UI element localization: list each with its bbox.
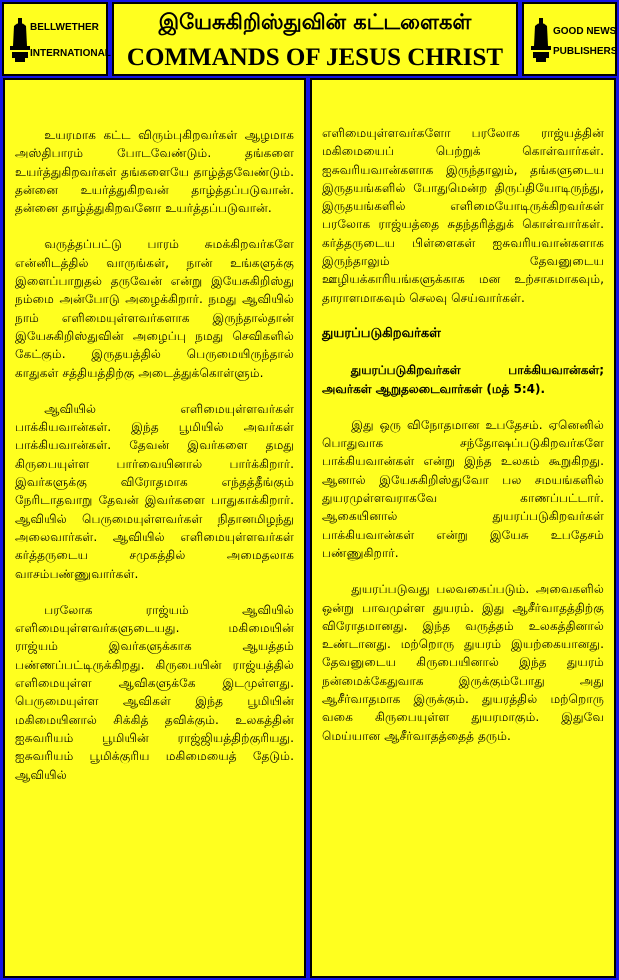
paragraph: பரலோக ராஜ்யம் ஆவியில் எளிமையுள்ளவர்களுடையது. மகிமையின் ராஜ்யம் இவர்களுக்காக ஆயத்தம் பண்ணப்பட்டிருக்கிறது. கிருபையின் ராஜ்யத்தில் எளிமையுள்ள ஆவிகளுக்கே இடமுள்ளது. பெருமையுள்ள ஆவிகள் இந்த பூமியின் மகிமையினால் சிக்கித் தவிக்கும். உலகத்தின் ஐசுவரியம் பூமியின் ராஜ்ஜியத்திற்குரியது. ஐசுவரியம் பூமிக்குரிய மகிமையைத் தேடும். ஆவியில் xyxy=(15,602,294,782)
paragraph: துயரப்படுவது பலவகைப்படும். அவைகளில் ஒன்று பாவமுள்ள துயரம். இது ஆசீர்வாதத்திற்கு விரோதமானது. இந்த வருத்தம் உலகத்தினால் உண்டானது. மற்றொரு துயரம் இயற்கையானது. தேவனுடைய கிருபையினால் இந்த துயரம் நன்மைக்கேதுவாக இருக்கும்போது அது ஆசீர்வாதமாக இருக்கும். துயரத்தில் மற்றொரு வகை கிருபையுள்ள துயரமாகும். இதுவே மெய்யான ஆசீர்வாதத்தைத் தரும். xyxy=(322,582,604,743)
title-english: COMMANDS OF JESUS CHRIST xyxy=(126,44,504,71)
logo-right-text-2: PUBLISHERS xyxy=(553,46,618,57)
title-tamil: இயேசுகிறிஸ்துவின் கட்டளைகள் xyxy=(158,10,472,34)
left-column xyxy=(3,78,306,978)
paragraph: ஆவியில் எளிமையுள்ளவர்கள் பாக்கியவான்கள். இந்த பூமியில் அவர்கள் பாக்கியவான்கள். தேவன் இவர்களை தமது கிருபையுள்ள பார்வையினால் பார்க்கிறார். இவர்களுக்கு விரோதமாக எந்தத்தீங்கும் நேரிடாதவாறு தேவன் இவர்களை பாதுகாக்கிறார். ஆவியில் பெருமையுள்ளவர்கள் நிதானமிழந்து அலைவார்கள். ஆவியில் எளிமையுள்ளவர்கள் கர்த்தருடைய சமுகத்தில் அமைதலாக வாசம்பண்ணுவார்கள். xyxy=(15,401,294,581)
paragraph: எளிமையுள்ளவர்களோ பரலோக ராஜ்யத்தின் மகிமையைப் பெற்றுக் கொள்வார்கள். ஐசுவரியவான்களாக இருந்தாலும், தங்களுடைய இருதயங்களில் போதுமென்ற திருப்தியோடிருந்து, இருதயங்களில் எளிமையோடிருக்கிறவர்கள் பரலோக ராஜ்யத்தை சுதந்தரித்துக் கொள்வார்கள். கர்த்தருடைய பிள்ளைகள் ஐசுவரியவான்களாக இருந்தாலும் தேவனுடைய ஊழியக்காரியங்களுக்காக மன உற்சாகமாகவும், தாராளமாகவும் செலவு செய்வார்கள். xyxy=(322,126,604,305)
scripture-quote: துயரப்படுகிறவர்கள் பாக்கியவான்கள்; அவர்கள் ஆறுதலடைவார்கள் (மத் 5:4). xyxy=(322,363,604,396)
right-column xyxy=(310,78,616,978)
paragraph: உயரமாக கட்ட விரும்புகிறவர்கள் ஆழமாக அஸ்திபாரம் போடவேண்டும். தங்களை உயர்த்துகிறவர்கள் தங்களையே தாழ்த்தவேண்டும். தன்னை உயர்த்துகிறவன் தாழ்த்தப்படுவான். தன்னை தாழ்த்துகிறவனோ உயர்த்தப்படுவான். xyxy=(15,128,294,216)
paragraph: இது ஒரு விநோதமான உபதேசம். ஏனெனில் பொதுவாக சந்தோஷப்படுகிறவர்களே பாக்கியவான்கள் என்று இந்த உலகம் கூறுகிறது. ஆனால் இயேசுகிறிஸ்துவோ பல சமயங்களில் துயரமுள்ளவராகவே காணப்பட்டார். ஆகையினால் துயரப்படுகிறவர்கள் பாக்கியவான்கள் என்று இயேசு உபதேசம் பண்ணுகிறார். xyxy=(322,417,604,560)
logo-bellwether xyxy=(2,2,111,76)
logo-good-news xyxy=(522,2,617,76)
paragraph: வருத்தப்பட்டு பாரம் சுமக்கிறவர்களே என்னிடத்தில் வாருங்கள், நான் உங்களுக்கு இளைப்பாறுதல் தருவேன் என்று இயேசுகிறிஸ்து நம்மை அன்போடு அழைக்கிறார். நமது ஆவியில் நாம் எளிமையுள்ளவர்களாக இருந்தால்தான் இயேசுகிறிஸ்துவின் அழைப்பு நமது செவிகளில் கேட்கும். இருதயத்தில் பெருமையிருந்தால் காதுகள் சத்தியத்திற்கு அடைத்துக்கொள்ளும். xyxy=(15,237,294,380)
title-banner xyxy=(112,2,518,76)
section-heading: துயரப்படுகிறவர்கள் xyxy=(322,325,441,341)
logo-right-text-1: GOOD NEWS xyxy=(553,26,617,37)
bell-icon xyxy=(531,18,551,62)
bell-icon xyxy=(10,18,30,62)
logo-left-text-2: INTERNATIONAL xyxy=(30,48,111,59)
logo-left-text-1: BELLWETHER xyxy=(30,22,99,33)
